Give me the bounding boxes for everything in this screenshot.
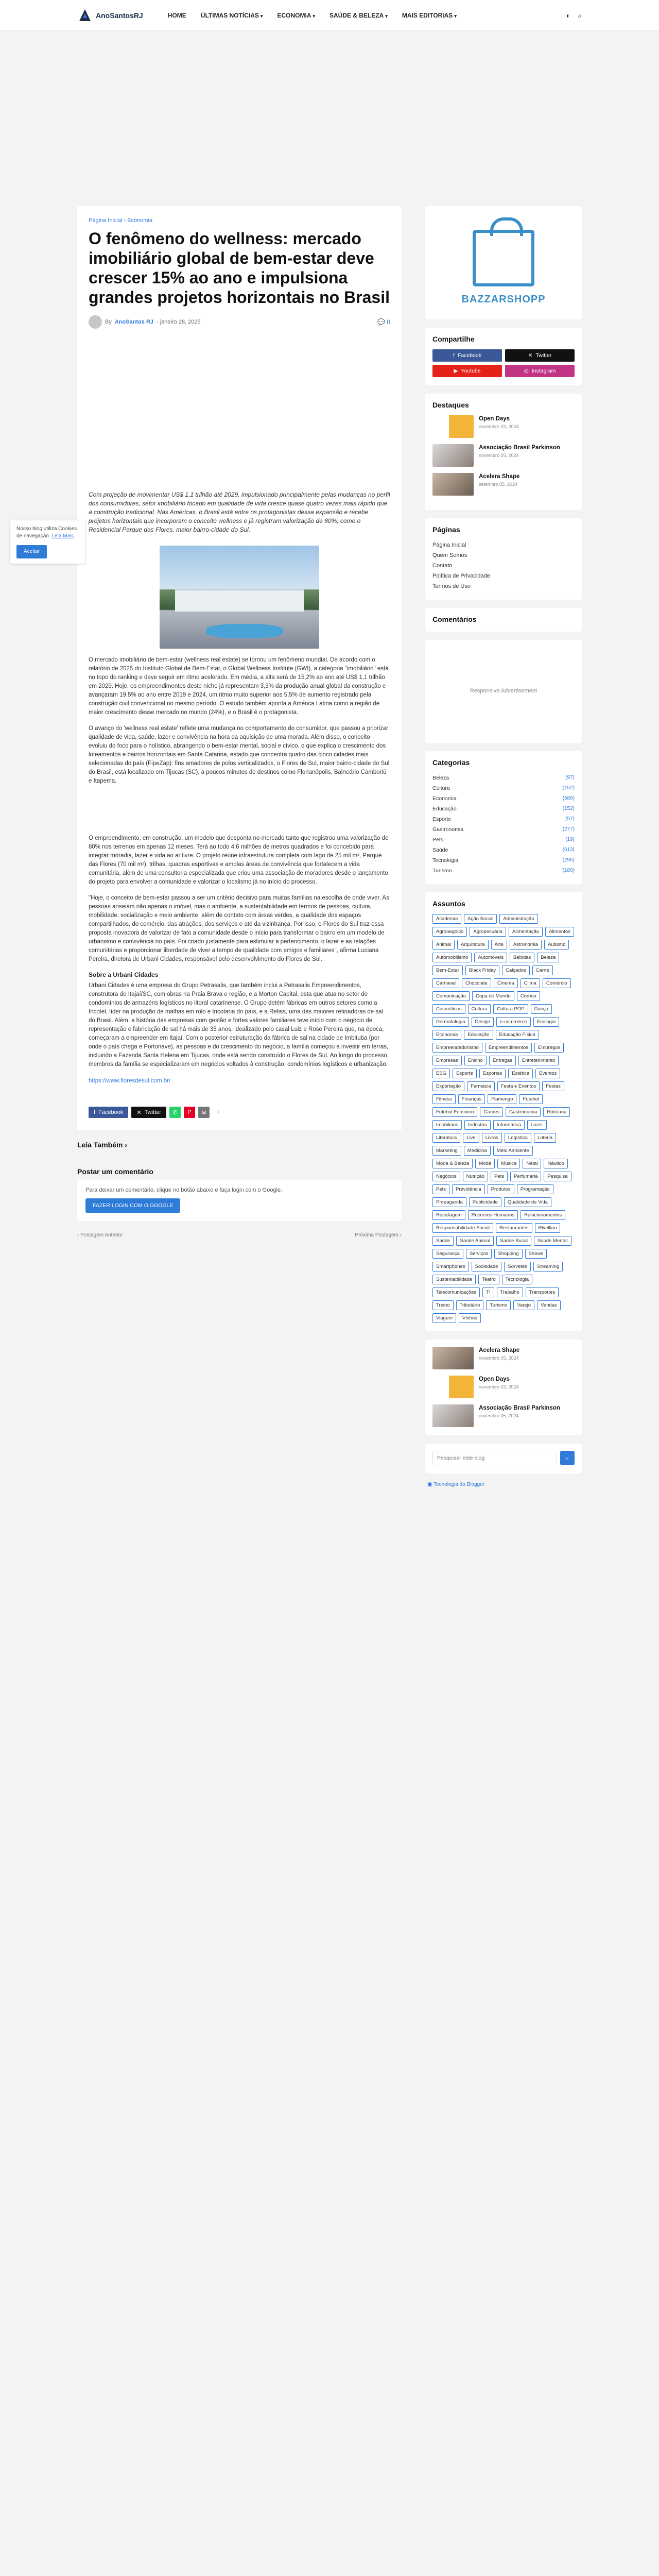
tag-link[interactable]: Loteria — [534, 1133, 556, 1143]
tag-link[interactable]: Gastronomia — [506, 1107, 541, 1117]
tag-link[interactable]: Saúde — [432, 1236, 454, 1246]
featured-date: setembro 05, 2024 — [479, 482, 518, 487]
tag-link[interactable]: Esportes — [479, 1069, 506, 1078]
recent-date: novembro 05, 2024 — [479, 1413, 519, 1418]
tags-widget — [425, 892, 582, 1331]
tag-link[interactable]: Futebol Feminino — [432, 1107, 477, 1117]
recent-thumbnail — [432, 1404, 474, 1427]
tag-link[interactable]: Animal — [432, 940, 455, 950]
category-count: (19) — [565, 837, 575, 842]
next-post-link[interactable]: Próxima Postagem › — [355, 1232, 402, 1238]
tag-link[interactable]: Relacionamentos — [521, 1210, 565, 1220]
article-card — [77, 206, 402, 1130]
twitter-icon: ✕ — [136, 1109, 142, 1116]
tag-link[interactable]: e-commerce — [496, 1017, 531, 1027]
tag-link[interactable]: Shows — [525, 1249, 547, 1259]
category-name: Tecnologia — [432, 857, 459, 863]
tag-link[interactable]: Calçados — [502, 965, 530, 975]
category-name: Gastronomia — [432, 826, 464, 833]
article-image — [160, 546, 319, 649]
share-facebook-label: Facebook — [98, 1109, 124, 1115]
cookie-accept-button[interactable]: Aceitar — [16, 545, 47, 558]
tag-link[interactable]: Cultura — [468, 1004, 491, 1014]
share-bar — [89, 1107, 390, 1118]
tag-link[interactable]: Viagem — [432, 1313, 456, 1323]
tag-link[interactable]: ESG — [432, 1069, 450, 1078]
about-heading: Sobre a Urbani Cidades — [89, 971, 159, 978]
tag-link[interactable]: Marketing — [432, 1146, 461, 1156]
tag-link[interactable]: Shopping — [494, 1249, 522, 1259]
tag-link[interactable]: Finanças — [458, 1094, 485, 1104]
tag-link[interactable]: Cinema — [494, 978, 518, 988]
category-name: Saúde — [432, 847, 448, 853]
featured-thumbnail — [432, 444, 474, 467]
tag-link[interactable]: Tributário — [456, 1300, 484, 1310]
tag-link[interactable]: Treino — [432, 1300, 454, 1310]
tag-link[interactable]: Serviços — [466, 1249, 492, 1259]
featured-thumbnail — [432, 473, 474, 496]
categories-widget — [425, 751, 582, 884]
leia-tambem-heading[interactable]: Leia Também › — [77, 1141, 127, 1149]
tag-link[interactable]: Festa e Eventos — [497, 1081, 540, 1091]
featured-title: Open Days — [479, 416, 510, 422]
main-nav — [168, 12, 457, 19]
cookie-text: Nosso blog utiliza Cookies de navegação. — [16, 526, 77, 539]
tag-link[interactable]: Turismo — [486, 1300, 511, 1310]
tag-link[interactable]: Arquitetura — [457, 940, 488, 950]
tag-link[interactable]: Arte — [491, 940, 507, 950]
social-instagram-label: Instagram — [531, 368, 556, 374]
category-name: Cultura — [432, 785, 450, 791]
tag-link[interactable]: Astronomia — [510, 940, 542, 950]
tag-link[interactable]: Beleza — [537, 953, 559, 962]
post-comment-box — [77, 1180, 402, 1221]
nav-mais-editorias[interactable] — [402, 12, 457, 19]
inline-ad-space — [89, 793, 390, 834]
logo-text: AnoSantosRJ — [96, 11, 143, 20]
tag-link[interactable]: Black Friday — [465, 965, 499, 975]
share-widget — [425, 328, 582, 385]
social-twitter-button[interactable] — [505, 349, 575, 362]
article-byline — [89, 315, 390, 336]
social-youtube-label: Youtube — [461, 368, 481, 374]
tag-link[interactable]: Entretenimento — [518, 1056, 559, 1065]
recent-thumbnail — [432, 1376, 474, 1398]
category-count: (296) — [562, 857, 575, 863]
ad-space — [89, 336, 390, 490]
sidebar-banner[interactable] — [425, 206, 582, 319]
instagram-icon: ◎ — [524, 368, 529, 374]
tag-link[interactable]: Saúde Bucal — [496, 1236, 531, 1246]
previous-post-link[interactable]: ‹ Postagem Anterior — [77, 1232, 123, 1238]
category-count: (586) — [562, 795, 575, 801]
tag-link[interactable]: Live — [463, 1133, 479, 1143]
page-link[interactable]: Termos de Uso — [432, 583, 471, 589]
breadcrumb-separator: › — [122, 217, 128, 224]
banner-label: BAZZARSHOPP — [461, 293, 546, 305]
nav-saude-beleza-label: SAÚDE & BELEZA — [329, 12, 384, 19]
tag-link[interactable]: Teatro — [478, 1275, 499, 1284]
tag-link[interactable]: Tecnologia — [502, 1275, 532, 1284]
category-item[interactable] — [432, 845, 575, 855]
category-item[interactable] — [432, 793, 575, 804]
tag-link[interactable]: Farmácia — [467, 1081, 495, 1091]
recent-thumbnail — [432, 1347, 474, 1369]
tag-link[interactable]: Games — [480, 1107, 503, 1117]
image-lake — [206, 624, 283, 638]
image-building — [175, 589, 304, 612]
tag-link[interactable]: Autismo — [544, 940, 569, 950]
tag-link[interactable]: Eventos — [535, 1069, 560, 1078]
tag-link[interactable]: Ação Social — [464, 914, 497, 924]
tag-link[interactable]: Academia — [432, 914, 461, 924]
tag-link[interactable]: Dança — [531, 1004, 552, 1014]
tag-link[interactable]: Ensino — [464, 1056, 487, 1065]
tag-link[interactable]: Entregas — [489, 1056, 516, 1065]
article-lead: Com projeção de movimentar US$ 1,1 trilhão até 2029, impulsionado principalmente pelas mudanças no perfil dos consumidores, setor imobiliário focado em qualidade de vida cresce quase quatro vezes mais rápido que a construção tradicional. Nas Américas, o Brasil está entre os protagonistas dessa expansão e recebe projetos horizontais que incorporam o conceito wellness e já registram valorização de 80%, como o Residencial Parque das Flores, maior bairro-cidade do Sul. — [89, 491, 390, 533]
category-count: (152) — [562, 806, 575, 811]
tag-link[interactable]: Hotelaria — [543, 1107, 570, 1117]
category-count: (277) — [562, 826, 575, 832]
nav-ultimas-noticias[interactable] — [201, 12, 263, 19]
facebook-icon: f — [453, 352, 455, 359]
featured-widget — [425, 394, 582, 510]
tag-link[interactable]: Cultura POP — [493, 1004, 528, 1014]
responsive-ad: Responsive Advertisement — [425, 640, 582, 743]
category-name: Esporte — [432, 816, 452, 822]
featured-title: Associação Brasil Parkinson — [479, 445, 560, 451]
share-facebook-button[interactable] — [89, 1107, 128, 1118]
share-widget-title: Compartilhe — [432, 335, 475, 343]
featured-thumbnail — [432, 415, 474, 438]
category-count: (152) — [562, 785, 575, 791]
tag-link[interactable]: Trabalho — [497, 1287, 523, 1297]
tag-link[interactable]: Clima — [521, 978, 540, 988]
sidebar-search-input[interactable] — [432, 1451, 557, 1465]
tag-link[interactable]: Smartphones — [432, 1262, 469, 1272]
tag-link[interactable]: Copa do Mundo — [472, 991, 514, 1001]
category-name: Beleza — [432, 775, 449, 781]
featured-date: novembro 05, 2024 — [479, 453, 519, 458]
category-name: Educação — [432, 806, 457, 812]
tag-link[interactable]: Perfumaria — [510, 1172, 541, 1181]
category-item[interactable] — [432, 773, 575, 783]
facebook-icon: f — [94, 1109, 96, 1115]
comment-count-value: 0 — [387, 318, 390, 326]
author-name[interactable]: AnoSantos RJ — [114, 319, 154, 325]
share-twitter-label: Twitter — [144, 1109, 161, 1115]
tag-link[interactable]: Saúde Animal — [456, 1236, 494, 1246]
tag-link[interactable]: Música — [497, 1159, 520, 1168]
tag-link[interactable]: Medicina — [464, 1146, 491, 1156]
nav-mais-editorias-label: MAIS EDITORIAS — [402, 12, 453, 19]
page-link[interactable]: Contato — [432, 563, 453, 569]
comments-widget — [425, 608, 582, 632]
google-login-button[interactable]: FAZER LOGIN COM O GOOGLE — [85, 1198, 180, 1213]
article-title: O fenômeno do wellness: mercado imobiliário global de bem-estar deve crescer 15% ao ano e impulsiona grandes projetos horizontais no Brasil — [89, 229, 390, 307]
category-item[interactable] — [432, 855, 575, 866]
dark-mode-toggle-icon[interactable]: ◐ — [566, 11, 571, 20]
category-count: (97) — [565, 816, 575, 822]
social-facebook-button[interactable] — [432, 349, 502, 362]
category-item[interactable] — [432, 824, 575, 835]
tag-link[interactable]: Economia — [432, 1030, 461, 1040]
recent-item[interactable] — [432, 1376, 575, 1398]
featured-item[interactable] — [432, 415, 575, 438]
tag-link[interactable]: Previdência — [452, 1184, 485, 1194]
recent-date: novembro 05, 2024 — [479, 1355, 519, 1361]
main-column — [77, 206, 402, 1238]
tag-link[interactable]: Logística — [505, 1133, 531, 1143]
share-email-button[interactable] — [198, 1107, 210, 1118]
category-item[interactable] — [432, 866, 575, 876]
tag-link[interactable]: Carne — [532, 965, 553, 975]
share-whatsapp-button[interactable] — [169, 1107, 181, 1118]
tag-link[interactable]: Bem-Estar — [432, 965, 463, 975]
tag-link[interactable]: Saúde Mental — [534, 1236, 571, 1246]
tag-link[interactable]: Alimentação — [509, 927, 543, 937]
nav-economia-label: ECONOMIA — [277, 12, 311, 19]
cookie-notice — [10, 520, 85, 564]
tag-link[interactable]: Restaurantes — [496, 1223, 532, 1233]
shopping-bag-icon — [473, 230, 534, 286]
search-icon: ⌕ — [565, 1454, 569, 1462]
tag-link[interactable]: Indústria — [464, 1120, 490, 1130]
twitter-icon: ✕ — [528, 352, 533, 359]
chevron-down-icon: ▾ — [313, 13, 315, 19]
share-pinterest-button[interactable] — [184, 1107, 195, 1118]
cookie-read-more-link[interactable]: Leia Mais — [51, 533, 74, 539]
social-youtube-button[interactable] — [432, 365, 502, 377]
tag-link[interactable]: Agronegócio — [432, 927, 467, 937]
social-instagram-button[interactable] — [505, 365, 575, 377]
tag-link[interactable]: Sustentabilidade — [432, 1275, 476, 1284]
social-twitter-label: Twitter — [535, 352, 552, 359]
tag-link[interactable]: Administração — [499, 914, 537, 924]
plus-icon: + — [216, 1109, 220, 1115]
tag-link[interactable]: Náutico — [544, 1159, 567, 1168]
chevron-down-icon: ▾ — [260, 13, 263, 19]
tag-link[interactable]: Exportação — [432, 1081, 464, 1091]
tag-link[interactable]: Automóveis — [474, 953, 507, 962]
nav-ultimas-noticias-label: ÚLTIMAS NOTÍCIAS — [200, 12, 259, 19]
tag-link[interactable]: Varejo — [513, 1300, 534, 1310]
tag-link[interactable]: Alimentos — [545, 927, 574, 937]
social-facebook-label: Facebook — [457, 352, 482, 359]
breadcrumb-home[interactable]: Página Inicial — [89, 217, 123, 224]
post-pager — [77, 1232, 402, 1238]
featured-item[interactable] — [432, 473, 575, 496]
category-name: Economia — [432, 795, 457, 802]
tag-link[interactable]: Rivellino — [535, 1223, 561, 1233]
tag-link[interactable]: Nutrição — [463, 1172, 488, 1181]
site-logo[interactable] — [77, 8, 143, 23]
tag-link[interactable]: Empreendimentos — [485, 1043, 532, 1053]
tag-link[interactable]: Flamengo — [488, 1094, 516, 1104]
youtube-icon: ▶ — [454, 368, 458, 374]
tag-link[interactable]: Corrida — [517, 991, 540, 1001]
tag-link[interactable]: Dermatologia — [432, 1017, 469, 1027]
tag-link[interactable]: Negócios — [432, 1172, 460, 1181]
chevron-down-icon: ▾ — [385, 13, 388, 19]
tag-link[interactable]: Carnaval — [432, 978, 459, 988]
search-widget — [425, 1444, 582, 1473]
tag-link[interactable]: Imobiliário — [432, 1120, 462, 1130]
tag-link[interactable]: Pets — [432, 1184, 449, 1194]
article-paragraph: O mercado imobiliário de bem-estar (wellness real estate) se tornou um fenômeno mundial. De acordo com o relatório de 2025 do Instituto Global de Bem-Estar, o Global Wellness Institute (GWI), a categoria "imobiliário" está no topo do ranking e deve seguir em ritmo acelerado. Em média, a alta será de 15,2% ao ano até US$ 1,1 trilhão em 2029. Hoje, os empreendimentos deste nicho já representam 3,3% da produção anual global da construção e avançaram 19,5% ao ano entre 2019 e 2024, um ritmo muito superior aos 5,5% de aumento registrado pela construção civil convencional no mesmo período. O estudo também aponta a América Latina como a região de maior crescimento desse mercado no mundo (24%), e o Brasil é o protagonista. — [89, 657, 389, 716]
tag-link[interactable]: Propaganda — [432, 1197, 466, 1207]
tag-link[interactable]: Reciclagem — [432, 1210, 465, 1220]
article-paragraph: O empreendimento, em construção, um modelo que desponta no mercado tanto que registrou uma valorização de 80% nos terrenos em apenas 12 meses. Terá ao todo 4,6 milhões de metros quadrados e foi concebido para integrar moradia, lazer e vida ao ar livre. O projeto reúne infraestrutura completa com lago de 25 mil m², Parque das Flores (70 mil m²), trilhas, quadras esportivas e amplas áreas de convivência que fortalecem a vida comunitária, além de uma consultoria especializada que criou uma associação de moradores desde o lançamento do projeto para envolver a comunidade e valorizar o localismo já no início do processo. — [89, 835, 389, 885]
tag-link[interactable]: Estética — [508, 1069, 533, 1078]
recent-title: Associação Brasil Parkinson — [479, 1405, 560, 1411]
tag-link[interactable]: Natal — [523, 1159, 541, 1168]
tag-link[interactable]: Automobilismo — [432, 953, 472, 962]
tag-link[interactable]: Transportes — [526, 1287, 559, 1297]
author-avatar — [89, 315, 102, 329]
tag-link[interactable]: Esporte — [453, 1069, 477, 1078]
tag-link[interactable]: Segurança — [432, 1249, 463, 1259]
category-count: (613) — [562, 847, 575, 853]
tag-link[interactable]: Telecomunicações — [432, 1287, 480, 1297]
tag-link[interactable]: Qualidade de Vida — [504, 1197, 551, 1207]
tag-link[interactable]: Literatura — [432, 1133, 460, 1143]
logo-icon — [77, 8, 93, 23]
tag-link[interactable]: Lazer — [527, 1120, 547, 1130]
tag-link[interactable]: Empresas — [432, 1056, 462, 1065]
tag-link[interactable]: Meio Ambiente — [493, 1146, 533, 1156]
top-navigation-bar — [0, 0, 659, 31]
nav-saude-beleza[interactable] — [330, 12, 388, 19]
page-link[interactable]: Quem Somos — [432, 552, 467, 558]
page-link[interactable]: Política de Privacidade — [432, 573, 490, 579]
tag-link[interactable]: Moda & Beleza — [432, 1159, 473, 1168]
tag-link[interactable]: Bebidas — [510, 953, 534, 962]
featured-title: Acelera Shape — [479, 473, 520, 480]
category-name: Turismo — [432, 868, 452, 874]
sidebar — [425, 206, 582, 1487]
comment-count[interactable] — [377, 318, 390, 326]
tag-link[interactable]: Ecologia — [533, 1017, 559, 1027]
featured-date: novembro 03, 2024 — [479, 424, 519, 429]
tag-link[interactable]: Vinhos — [459, 1313, 481, 1323]
tag-link[interactable]: Streaming — [533, 1262, 563, 1272]
tag-link[interactable]: TI — [482, 1287, 494, 1297]
article-paragraph: O avanço do 'wellness real estate' reflete uma mudança no comportamento do consumidor, que passou a priorizar qualidade de vida, saúde, lazer e convivência na hora da aquisição de uma morada. Além disso, o conceito evoluiu do foco para o holístico, abrangendo o bem-estar mental, social e cívico, o que explica o crescimento dos loteamentos e bairros horizontais em Santa Catarina, estado que concentra quatro das cinco cidades mais selecionadas do país (FipeZap): fins amadores de polos verticalizados, o Flores de Sul, maior bairro-cidade do Sul do Brasil, está localizado em Tijucas (SC), a poucos minutos de destinos como Florianópolis, Balneário Camboriú e Itapema. — [89, 725, 390, 784]
share-more-button[interactable] — [213, 1107, 224, 1118]
pages-widget-title: Páginas — [432, 526, 460, 534]
featured-widget-title: Destaques — [432, 401, 469, 409]
tags-widget-title: Assuntos — [432, 900, 465, 908]
blogger-label: Tecnologia do Blogger — [433, 1482, 485, 1487]
tag-link[interactable]: Fitness — [432, 1094, 456, 1104]
featured-item[interactable] — [432, 444, 575, 467]
recent-item[interactable] — [432, 1347, 575, 1369]
article-body — [89, 656, 390, 1084]
tag-link[interactable]: Sociedade — [472, 1262, 502, 1272]
comments-widget-title: Comentários — [432, 615, 477, 623]
post-comment-heading: Postar um comentário — [77, 1167, 153, 1176]
blogger-attribution[interactable] — [425, 1482, 582, 1487]
tag-link[interactable]: Chocolate — [462, 978, 491, 988]
about-text: Urbani Cidades é uma empresa do Grupo Petrasalis, que também inclui a Petrasalis Empreendimentos, construtora de Itajaí/SC, com obras na Praia Brava e região, e a Morton Capital, esta que atua no setor de condomínios de armazéns logísticos no litoral catarinense. O Grupo detém fábricas em outros setores como a Incotel, líder na produção de malhas em rolo e tricotaria do país, e a Refiss, uma das maiores refinadoras de sal do Brasil. Além, a história das empresas com gestão e fortes valores familiares teve início com o negócio de representação e fabricação de sal há mais de 35 anos, idealizado pelo casal Luiz e Rose Pereira que, na época, começaram a empreender em Itajaí. Com o posterior estruturação da fábrica de sal na cidade de Imbituba (por onde o país chega e Portonave), as pessoas e do crescimento do negócio, a família começou a investir em terras, incluindo a Fazenda Santa Helena em Tijucas, onde está sendo construído o Flores de Sul. Ao longo do processo, membros da família se especializaram em negócios voltados à construção, condomínios logísticos e urbanização. — [89, 982, 389, 1067]
tag-link[interactable]: Programação — [517, 1184, 553, 1194]
categories-widget-title: Categorias — [432, 758, 470, 767]
tag-link[interactable]: Empregos — [534, 1043, 564, 1053]
tag-link[interactable]: Cosméticos — [432, 1004, 465, 1014]
page-link[interactable]: Página Inicial — [432, 542, 466, 548]
tag-link[interactable]: Agropecuária — [470, 927, 506, 937]
tag-link[interactable]: Moda — [475, 1159, 495, 1168]
breadcrumb-category[interactable]: Economia — [127, 217, 153, 224]
whatsapp-icon: ✆ — [172, 1109, 178, 1116]
breadcrumb — [89, 217, 390, 224]
tag-link[interactable]: Pets — [491, 1172, 508, 1181]
nav-home[interactable]: HOME — [167, 12, 186, 19]
source-link[interactable]: https://www.floresdesul.com.br/ — [89, 1078, 171, 1084]
tag-link[interactable]: Produtos — [488, 1184, 514, 1194]
category-item[interactable] — [432, 783, 575, 793]
article-date: - janeiro 28, 2025 — [157, 319, 201, 325]
recent-item[interactable] — [432, 1404, 575, 1427]
recent-widget — [425, 1340, 582, 1435]
category-count: (97) — [565, 775, 575, 781]
category-count: (180) — [562, 868, 575, 873]
email-icon: ✉ — [201, 1109, 206, 1116]
tag-link[interactable]: Festas — [542, 1081, 564, 1091]
pages-widget — [425, 518, 582, 600]
tag-link[interactable]: Empreendedorismo — [432, 1043, 482, 1053]
share-twitter-button[interactable] — [131, 1107, 166, 1118]
search-icon[interactable]: ⌕ — [578, 11, 582, 20]
category-name: Pets — [432, 837, 444, 843]
tag-link[interactable]: Recursos Humanos — [468, 1210, 518, 1220]
article-paragraph: "Hoje, o conceito de bem-estar passou a ser um critério decisivo para muitas famílias na escolha de onde viver. As pessoas anseiam não apenas o imóvel, mas o ambiente, a sustentabilidade em termos de pessoas, cultura, mobilidade, socialização e meio ambiente, além de contato com áreas verdes, a qualidade dos espaços compartilhados, do comércio, das atrações, dos serviços e até da vizinhança. Por isso, o Flores do Sul traz essa proposta inovadora de valorizar de fato a comunidade desde o início para transformar o bairro em um modelo de urbanismo e convivência no país. Foi criado justamente para estimular a pertencimento, o lazer e as relações comunitárias e proporcionar liberdade de viver a tempo de qualidade com amigos e familiares", afirma Luciana Pereira, diretora de Urbani Cidades, responsável pelo desenvolvimento do Flores de Sul. — [89, 895, 389, 962]
byline-by: By — [105, 319, 112, 325]
tag-link[interactable]: Pesquisa — [544, 1172, 571, 1181]
comment-icon: 💬 — [377, 318, 385, 326]
tag-link[interactable]: Comércio — [543, 978, 571, 988]
tag-link[interactable]: Educação — [464, 1030, 493, 1040]
nav-economia[interactable] — [277, 12, 315, 19]
pinterest-icon: P — [187, 1109, 192, 1115]
chevron-down-icon: ▾ — [454, 13, 457, 19]
recent-title: Open Days — [479, 1376, 510, 1382]
tag-link[interactable]: Informática — [493, 1120, 525, 1130]
tag-link[interactable]: Publicidade — [469, 1197, 501, 1207]
tag-link[interactable]: Livros — [482, 1133, 502, 1143]
tag-link[interactable]: Sorvetes — [504, 1262, 531, 1272]
tag-link[interactable]: Educação Física — [496, 1030, 539, 1040]
tag-link[interactable]: Comunicação — [432, 991, 470, 1001]
search-button[interactable] — [560, 1451, 575, 1465]
category-item[interactable] — [432, 814, 575, 824]
blogger-icon: ▣ — [427, 1482, 432, 1487]
tag-link[interactable]: Futebol — [519, 1094, 543, 1104]
tag-link[interactable]: Vendas — [537, 1300, 561, 1310]
category-item[interactable] — [432, 804, 575, 814]
tag-link[interactable]: Design — [472, 1017, 494, 1027]
recent-date: novembro 03, 2024 — [479, 1384, 519, 1389]
tag-link[interactable]: Responsabilidade Social — [432, 1223, 493, 1233]
post-comment-text: Para deixar um comentário, clique no botão abaixo e faça login com o Google. — [85, 1187, 283, 1193]
recent-title: Acelera Shape — [479, 1347, 520, 1353]
category-item[interactable] — [432, 835, 575, 845]
